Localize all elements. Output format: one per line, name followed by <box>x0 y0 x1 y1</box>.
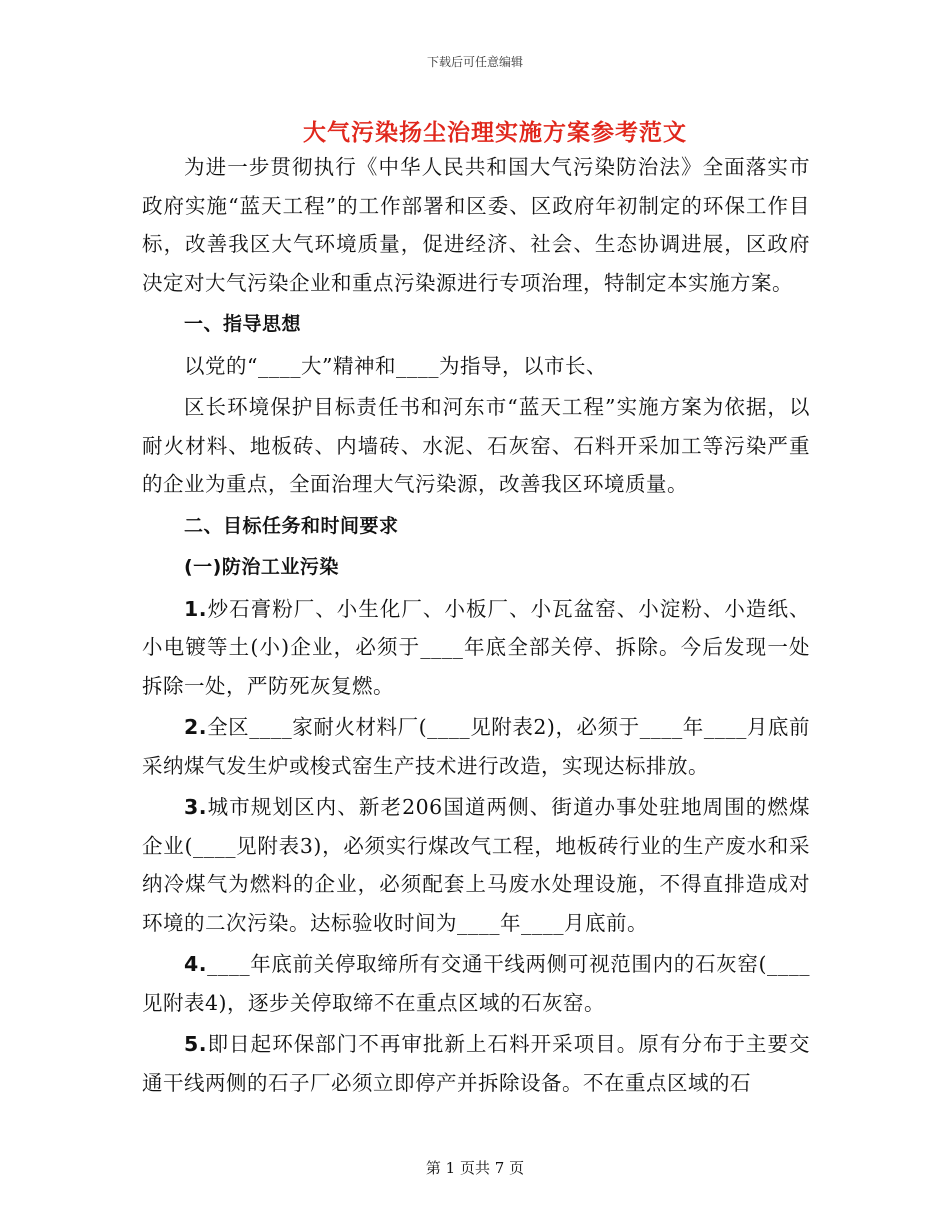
item-number: 1. <box>184 596 208 621</box>
document-body <box>142 148 810 1105</box>
list-item <box>142 708 810 785</box>
item-text: 即日起环保部门不再审批新上石料开采项目。原有分布于主要交通干线两侧的石子厂必须立即停产并拆除设备。不在重点区域的石 <box>142 1032 810 1095</box>
section1-paragraph-2: 区长环境保护目标责任书和河东市“蓝天工程”实施方案为依据，以耐火材料、地板砖、内墙砖、水泥、石灰窑、石料开采加工等污染严重的企业为重点，全面治理大气污染源，改善我区环境质量。 <box>142 395 810 496</box>
item-text: 全区____家耐火材料厂(____见附表2)，必须于____年____月底前采纳煤气发生炉或梭式窑生产技术进行改造，实现达标排放。 <box>142 715 810 778</box>
intro-paragraph: 为进一步贯彻执行《中华人民共和国大气污染防治法》全面落实市政府实施“蓝天工程”的工作部署和区委、区政府年初制定的环保工作目标，改善我区大气环境质量，促进经济、社会、生态协调进展，区政府决定对大气污染企业和重点污染源进行专项治理，特制定本实施方案。 <box>142 155 810 295</box>
section1-paragraph-1: 以党的“____大”精神和____为指导，以市长、 <box>184 353 607 378</box>
header-note: 下载后可任意编辑 <box>426 55 523 69</box>
item-number: 4. <box>184 952 208 976</box>
item-number: 2. <box>184 715 208 739</box>
item-text: 城市规划区内、新老206国道两侧、街道办事处驻地周围的燃煤企业(____见附表3)，必须实行煤改气工程，地板砖行业的生产废水和采纳冷煤气为燃料的企业，必须配套上马废水处理设施，不得直排造成对环境的二次污染。达标验收时间为____年____月底前。 <box>142 795 810 935</box>
list-item <box>142 945 810 1022</box>
section-heading-guiding-ideology: 一、指导思想 <box>184 313 302 335</box>
subsection-heading-industrial-pollution: (一)防治工业污染 <box>184 556 339 578</box>
list-item <box>142 590 810 706</box>
page-number-footer: 第 1 页共 7 页 <box>425 1159 525 1177</box>
item-text: 炒石膏粉厂、小生化厂、小板厂、小瓦盆窑、小淀粉、小造纸、小电镀等土(小)企业，必须于____年底全部关停、拆除。今后发现一处拆除一处，严防死灰复燃。 <box>142 596 810 698</box>
section-heading-targets-and-deadlines: 二、目标任务和时间要求 <box>184 514 399 537</box>
list-item <box>142 1025 810 1102</box>
document-title: 大气污染扬尘治理实施方案参考范文 <box>303 120 687 146</box>
item-number: 5. <box>184 1032 208 1056</box>
item-text: ____年底前关停取缔所有交通干线两侧可视范围内的石灰窑(____见附表4)，逐步关停取缔不在重点区域的石灰窑。 <box>142 952 810 1015</box>
item-number: 3. <box>184 795 208 819</box>
list-item <box>142 788 810 942</box>
